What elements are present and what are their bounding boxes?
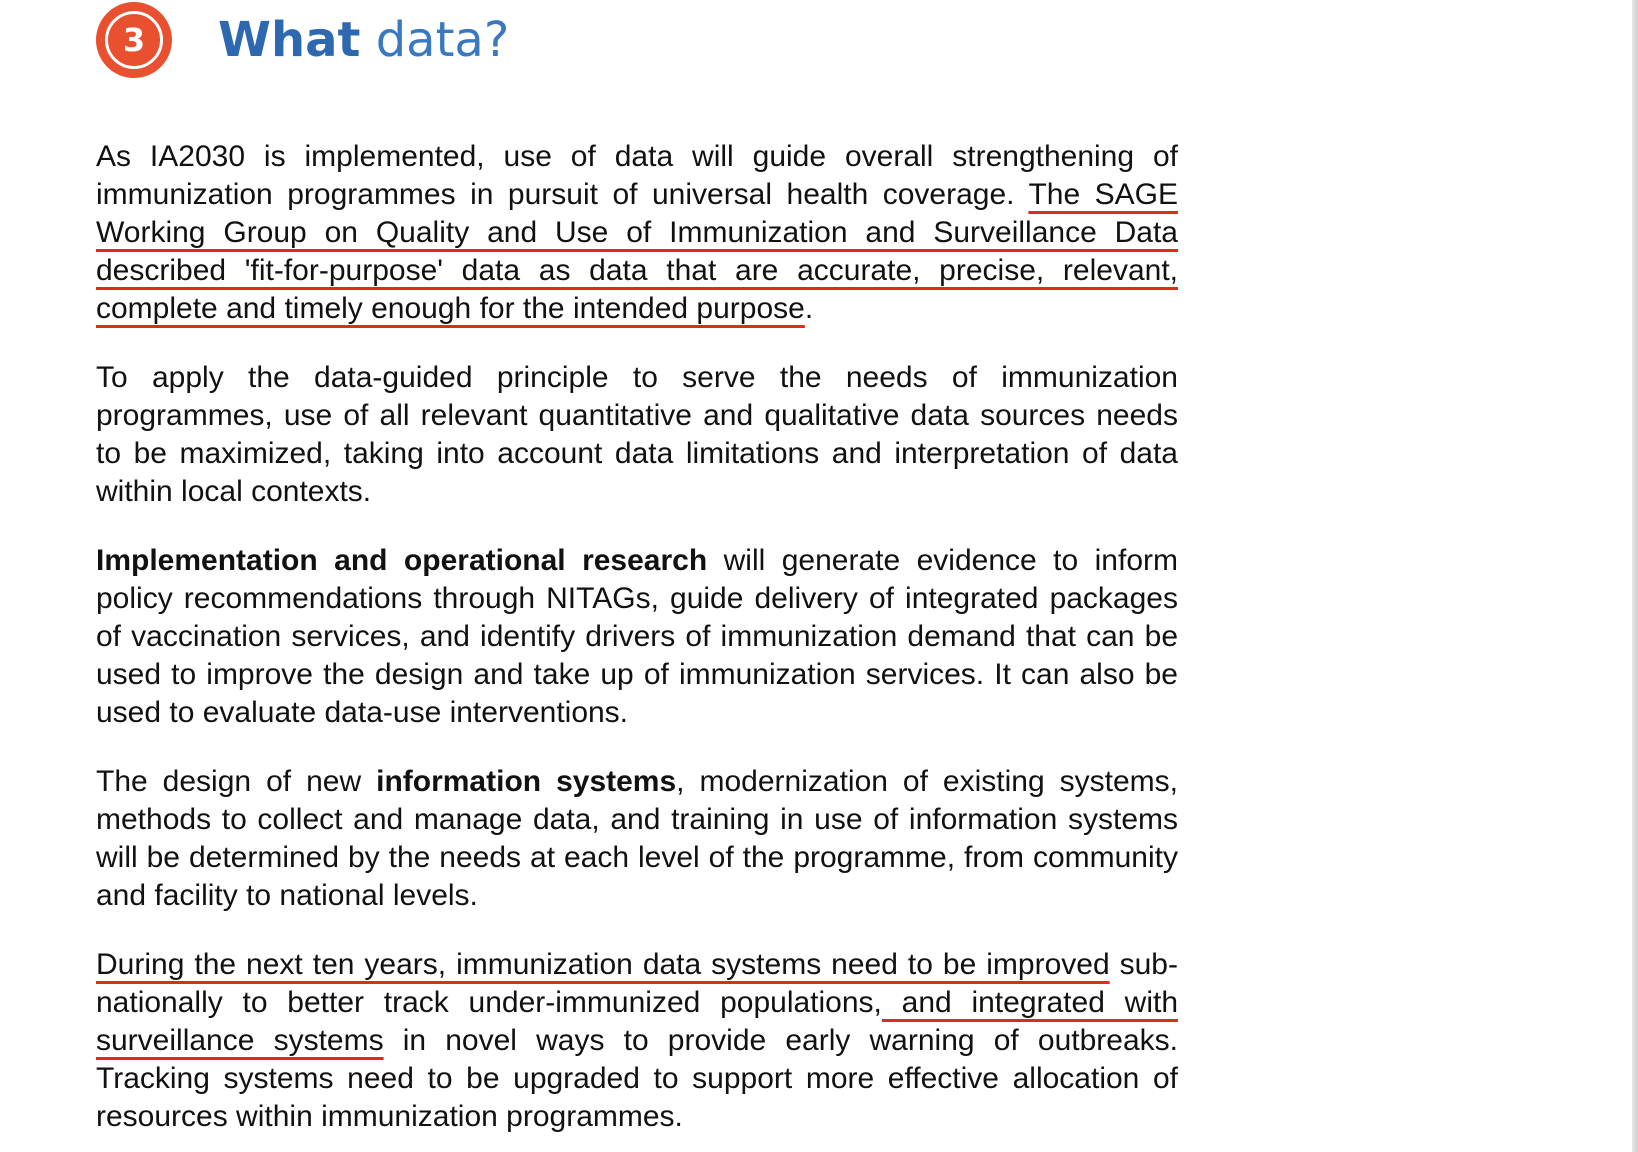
paragraph-text: sub-nationally to better track under-immunized populations, [96, 948, 1178, 1019]
section-number: 3 [105, 11, 163, 69]
paragraph-fit-for-purpose [96, 138, 1178, 328]
bold-term: Implementation and operational research [96, 544, 708, 577]
highlighted-text: and integrated with surveillance systems [96, 986, 1178, 1057]
paragraph-text: The design of new [96, 765, 377, 798]
paragraph-text: will generate evidence to inform policy recommendations through NITAGs, guide delivery of integrated packages of vaccination services, and identify drivers of immunization demand that can be used to improve the design and take up of immunization services. It can also be used to evaluate data-use interventions. [96, 544, 1178, 729]
paragraph-text: . [804, 292, 814, 325]
section-title [218, 12, 509, 68]
page-edge [1632, 0, 1638, 1152]
highlighted-text: During the next ten years, immunization data systems need to be improved [96, 948, 1110, 981]
paragraph-text: As IA2030 is implemented, use of data will guide overall strengthening of immunization programmes in pursuit of universal health coverage. [96, 140, 1178, 211]
paragraph-text: , modernization of existing systems, methods to collect and manage data, and training in use of information systems will be determined by the needs at each level of the programme, from community and facility to national levels. [96, 765, 1178, 912]
paragraph-text: To apply the data-guided principle to serve the needs of immunization programmes, use of all relevant quantitative and qualitative data sources needs to be maximized, taking into account data limitations and interpretation of data within local contexts. [96, 361, 1178, 508]
section-number-badge [96, 2, 172, 78]
body-text [96, 138, 1178, 1152]
paragraph-data-guided [96, 359, 1178, 511]
bold-term: information systems [376, 765, 677, 798]
section-header [96, 2, 509, 78]
section-title-strong: What [218, 12, 361, 68]
paragraph-research [96, 542, 1178, 732]
paragraph-next-ten-years [96, 946, 1178, 1136]
section-title-rest: data? [360, 12, 510, 68]
paragraph-information-systems [96, 763, 1178, 915]
highlighted-text: The SAGE Working Group on Quality and Use of Immunization and Surveillance Data described 'fit-for-purpose' data as data that are accurate, precise, relevant, complete and timely enough for the intended purpose [96, 178, 1178, 325]
paragraph-text: in novel ways to provide early warning of outbreaks. Tracking systems need to be upgraded to support more effective allocation of resources within immunization programmes. [96, 1024, 1178, 1133]
